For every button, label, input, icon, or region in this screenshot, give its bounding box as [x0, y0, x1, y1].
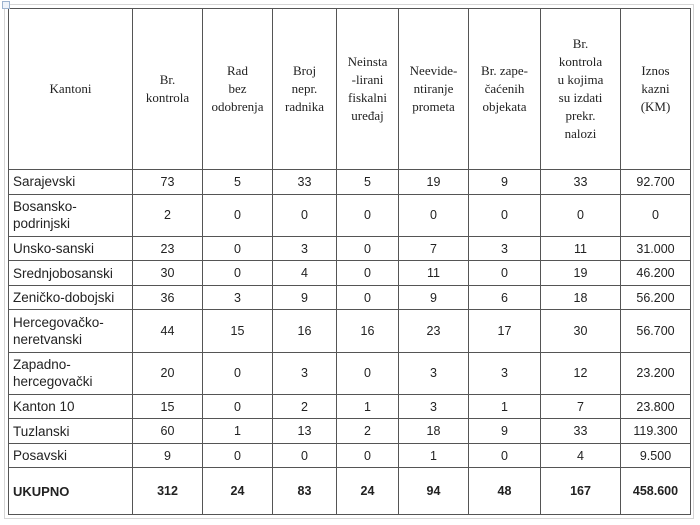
value-cell: 56.200	[621, 285, 691, 309]
value-cell: 20	[133, 352, 203, 394]
header-fiskalni-uredaj: Neinsta -lirani fiskalni uređaj	[337, 9, 399, 170]
kanton-name: Unsko-sanski	[9, 237, 133, 261]
value-cell: 0	[469, 194, 541, 236]
value-cell: 44	[133, 310, 203, 352]
kanton-name: Hercegovačko- neretvanski	[9, 310, 133, 352]
value-cell: 0	[469, 261, 541, 285]
value-cell: 0	[337, 261, 399, 285]
header-neevidentiranje-prometa: Neevide- ntiranje prometa	[399, 9, 469, 170]
value-cell: 83	[273, 468, 337, 515]
value-cell: 0	[621, 194, 691, 236]
value-cell: 56.700	[621, 310, 691, 352]
value-cell: 9	[469, 170, 541, 194]
value-cell: 0	[273, 443, 337, 467]
inspection-table	[8, 8, 691, 515]
value-cell: 24	[203, 468, 273, 515]
kanton-name: Kanton 10	[9, 395, 133, 419]
value-cell: 9.500	[621, 443, 691, 467]
value-cell: 33	[273, 170, 337, 194]
table-row	[9, 194, 691, 236]
value-cell: 33	[541, 419, 621, 443]
kanton-name: Bosansko- podrinjski	[9, 194, 133, 236]
value-cell: 18	[399, 419, 469, 443]
value-cell: 0	[203, 395, 273, 419]
value-cell: 33	[541, 170, 621, 194]
value-cell: 9	[273, 285, 337, 309]
value-cell: 4	[541, 443, 621, 467]
value-cell: 1	[203, 419, 273, 443]
table-row	[9, 237, 691, 261]
value-cell: 11	[541, 237, 621, 261]
value-cell: 30	[133, 261, 203, 285]
value-cell: 17	[469, 310, 541, 352]
value-cell: 1	[337, 395, 399, 419]
kanton-name: Zapadno- hercegovački	[9, 352, 133, 394]
kanton-name: Srednjobosanski	[9, 261, 133, 285]
value-cell: 0	[203, 194, 273, 236]
value-cell: 1	[469, 395, 541, 419]
value-cell: 0	[337, 443, 399, 467]
value-cell: 92.700	[621, 170, 691, 194]
value-cell: 0	[203, 261, 273, 285]
value-cell: 0	[203, 352, 273, 394]
value-cell: 4	[273, 261, 337, 285]
value-cell: 19	[541, 261, 621, 285]
value-cell: 2	[133, 194, 203, 236]
value-cell: 0	[469, 443, 541, 467]
value-cell: 73	[133, 170, 203, 194]
kanton-name: Tuzlanski	[9, 419, 133, 443]
value-cell: 3	[273, 352, 337, 394]
value-cell: 2	[273, 395, 337, 419]
value-cell: 11	[399, 261, 469, 285]
value-cell: 31.000	[621, 237, 691, 261]
value-cell: 46.200	[621, 261, 691, 285]
value-cell: 0	[337, 352, 399, 394]
value-cell: 12	[541, 352, 621, 394]
value-cell: 7	[399, 237, 469, 261]
table-row	[9, 395, 691, 419]
value-cell: 23	[399, 310, 469, 352]
value-cell: 458.600	[621, 468, 691, 515]
table-row	[9, 352, 691, 394]
header-rad-bez-odobrenja: Rad bez odobrenja	[203, 9, 273, 170]
header-row	[9, 9, 691, 170]
value-cell: 30	[541, 310, 621, 352]
value-cell: 24	[337, 468, 399, 515]
table-row	[9, 261, 691, 285]
table-row	[9, 419, 691, 443]
header-iznos-kazni: Iznos kazni (KM)	[621, 9, 691, 170]
value-cell: 19	[399, 170, 469, 194]
value-cell: 23	[133, 237, 203, 261]
value-cell: 23.800	[621, 395, 691, 419]
value-cell: 60	[133, 419, 203, 443]
value-cell: 119.300	[621, 419, 691, 443]
header-prekrsajni-nalozi: Br. kontrola u kojima su izdati prekr. nalozi	[541, 9, 621, 170]
table-row	[9, 285, 691, 309]
value-cell: 13	[273, 419, 337, 443]
value-cell: 15	[203, 310, 273, 352]
value-cell: 0	[203, 443, 273, 467]
value-cell: 0	[399, 194, 469, 236]
header-br-kontrola: Br. kontrola	[133, 9, 203, 170]
value-cell: 9	[469, 419, 541, 443]
value-cell: 0	[541, 194, 621, 236]
kanton-name: UKUPNO	[9, 468, 133, 515]
value-cell: 3	[203, 285, 273, 309]
value-cell: 1	[399, 443, 469, 467]
value-cell: 167	[541, 468, 621, 515]
resize-handle-icon	[2, 1, 10, 9]
value-cell: 3	[399, 352, 469, 394]
value-cell: 9	[133, 443, 203, 467]
value-cell: 0	[273, 194, 337, 236]
table-row	[9, 170, 691, 194]
value-cell: 3	[469, 352, 541, 394]
value-cell: 6	[469, 285, 541, 309]
value-cell: 3	[399, 395, 469, 419]
table-frame	[4, 4, 694, 519]
value-cell: 18	[541, 285, 621, 309]
value-cell: 3	[273, 237, 337, 261]
value-cell: 312	[133, 468, 203, 515]
header-kantoni: Kantoni	[9, 9, 133, 170]
value-cell: 0	[203, 237, 273, 261]
value-cell: 5	[203, 170, 273, 194]
value-cell: 2	[337, 419, 399, 443]
table-row	[9, 443, 691, 467]
value-cell: 9	[399, 285, 469, 309]
value-cell: 94	[399, 468, 469, 515]
value-cell: 3	[469, 237, 541, 261]
value-cell: 0	[337, 285, 399, 309]
total-row	[9, 468, 691, 515]
value-cell: 36	[133, 285, 203, 309]
header-zapecacenih-objekata: Br. zape- čaćenih objekata	[469, 9, 541, 170]
value-cell: 16	[273, 310, 337, 352]
kanton-name: Zeničko-dobojski	[9, 285, 133, 309]
value-cell: 16	[337, 310, 399, 352]
table-row	[9, 310, 691, 352]
value-cell: 23.200	[621, 352, 691, 394]
value-cell: 15	[133, 395, 203, 419]
kanton-name: Posavski	[9, 443, 133, 467]
value-cell: 0	[337, 237, 399, 261]
value-cell: 48	[469, 468, 541, 515]
value-cell: 5	[337, 170, 399, 194]
value-cell: 0	[337, 194, 399, 236]
kanton-name: Sarajevski	[9, 170, 133, 194]
header-broj-nepr-radnika: Broj nepr. radnika	[273, 9, 337, 170]
value-cell: 7	[541, 395, 621, 419]
